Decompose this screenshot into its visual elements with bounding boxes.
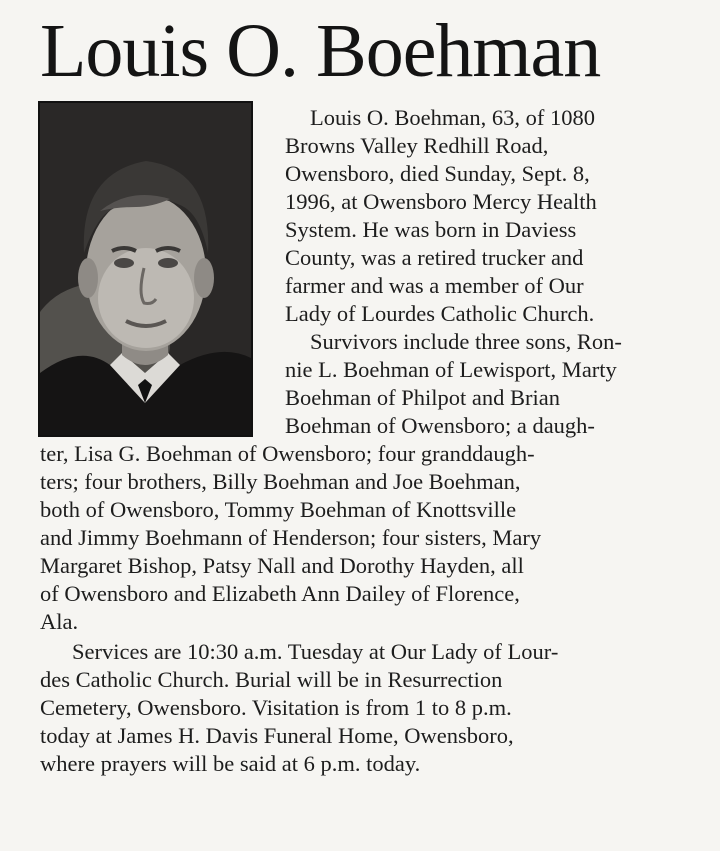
obituary-paragraph-3-line: Services are 10:30 a.m. Tuesday at Our Lady of Lour-: [72, 639, 559, 664]
obituary-paragraph-3-line: des Catholic Church. Burial will be in Resurrection: [40, 667, 503, 692]
obituary-paragraph-3-line: where prayers will be said at 6 p.m. today.: [40, 751, 421, 776]
obituary-paragraph-2-line: and Jimmy Boehmann of Henderson; four sisters, Mary: [40, 525, 542, 550]
portrait-illustration: [40, 103, 251, 435]
obituary-paragraph-2-line: nie L. Boehman of Lewisport, Marty: [285, 357, 617, 382]
obituary-paragraph-2-line: both of Owensboro, Tommy Boehman of Knottsville: [40, 497, 517, 522]
obituary-paragraph-2-line: Boehman of Philpot and Brian: [285, 385, 560, 410]
obituary-paragraph-1-line: Browns Valley Redhill Road,: [285, 133, 549, 158]
obituary-paragraph-3-line: Cemetery, Owensboro. Visitation is from 1 to 8 p.m.: [40, 695, 512, 720]
obituary-paragraph-1-line: 1996, at Owensboro Mercy Health: [285, 189, 597, 214]
obituary-paragraph-2-line: ters; four brothers, Billy Boehman and Joe Boehman,: [40, 469, 521, 494]
obituary-paragraph-2-line: ter, Lisa G. Boehman of Owensboro; four granddaugh-: [40, 441, 535, 466]
obituary-paragraph-2-line: Margaret Bishop, Patsy Nall and Dorothy Hayden, all: [40, 553, 524, 578]
obituary-headline: Louis O. Boehman: [40, 9, 601, 93]
obituary-paragraph-3-line: today at James H. Davis Funeral Home, Owensboro,: [40, 723, 514, 748]
obituary-paragraph-2-line: of Owensboro and Elizabeth Ann Dailey of Florence,: [40, 581, 520, 606]
obituary-paragraph-1-line: farmer and was a member of Our: [285, 273, 584, 298]
obituary-paragraph-1-line: Owensboro, died Sunday, Sept. 8,: [285, 161, 590, 186]
obituary-paragraph-2-line: Boehman of Owensboro; a daugh-: [285, 413, 595, 438]
obituary-paragraph-2-line: Survivors include three sons, Ron-: [310, 329, 622, 354]
obituary-paragraph-2-line: Ala.: [40, 609, 79, 634]
obituary-paragraph-1-line: System. He was born in Daviess: [285, 217, 577, 242]
portrait-photo: [38, 101, 253, 437]
obituary-paragraph-1-line: Lady of Lourdes Catholic Church.: [285, 301, 595, 326]
obituary-paragraph-1-line: Louis O. Boehman, 63, of 1080: [310, 105, 595, 130]
obituary-paragraph-1-line: County, was a retired trucker and: [285, 245, 584, 270]
